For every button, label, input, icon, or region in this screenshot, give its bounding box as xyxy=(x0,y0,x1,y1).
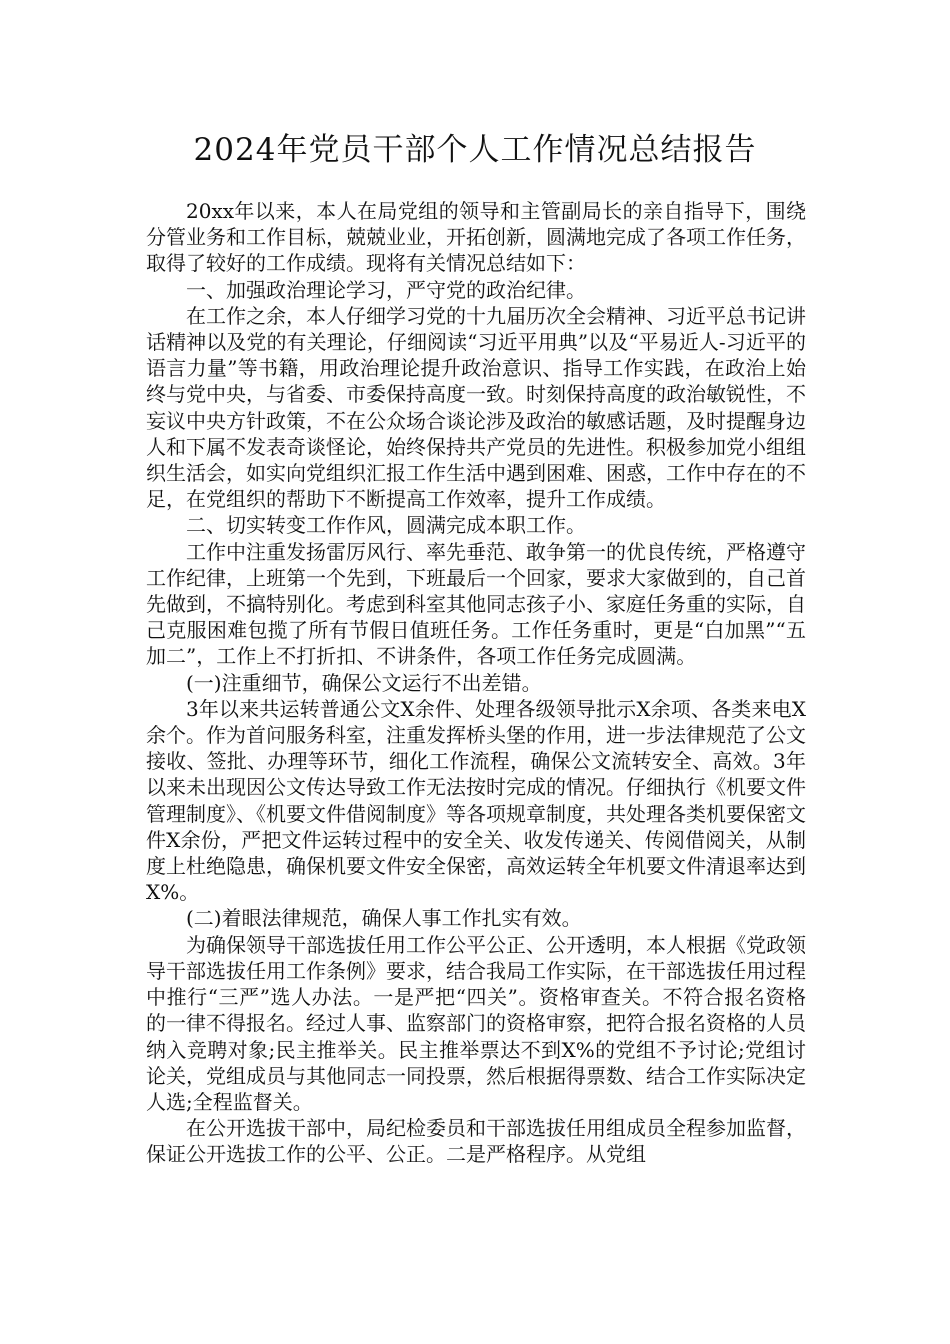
paragraph-documents: 3年以来共运转普通公文X余件、处理各级领导批示X余项、各类来电X余个。作为首问服务科室，注重发挥桥头堡的作用，进一步法律规范了公文接收、签批、办理等环节，细化工作流程，确保公文流转安全、高效。3年以来未出现因公文传达导致工作无法按时完成的情况。仔细执行《机要文件管理制度》、《机要文件借阅制度》等各项规章制度，共处理各类机要保密文件X余份，严把文件运转过程中的安全关、收发传递关、传阅借阅关，从制度上杜绝隐患，确保机要文件安全保密，高效运转全年机要文件清退率达到X%。 xyxy=(146,696,806,905)
paragraph-intro: 20xx年以来，本人在局党组的领导和主管副局长的亲自指导下，围绕分管业务和工作目标，兢兢业业，开拓创新，圆满地完成了各项工作任务，取得了较好的工作成绩。现将有关情况总结如下： xyxy=(146,199,806,276)
document-title: 2024年党员干部个人工作情况总结报告 xyxy=(193,132,757,168)
document-body xyxy=(146,198,806,1168)
paragraph-political-study: 在工作之余，本人仔细学习党的十九届历次全会精神、习近平总书记讲话精神以及党的有关理论，仔细阅读“习近平用典”以及“平易近人-习近平的语言力量”等书籍，用政治理论提升政治意识、指导工作实践，在政治上始终与党中央，与省委、市委保持高度一致。时刻保持高度的政治敏锐性，不妄议中央方针政策，不在公众场合谈论涉及政治的敏感话题，及时提醒身边人和下属不发表奇谈怪论，始终保持共产党员的先进性。积极参加党小组组织生活会，如实向党组织汇报工作生活中遇到困难、困惑，工作中存在的不足，在党组织的帮助下不断提高工作效率，提升工作成绩。 xyxy=(146,303,806,512)
subsection-heading-2: (二)着眼法律规范，确保人事工作扎实有效。 xyxy=(186,906,582,931)
paragraph-personnel: 为确保领导干部选拔任用工作公平公正、公开透明，本人根据《党政领导干部选拔任用工作条例》要求，结合我局工作实际，在干部选拔任用过程中推行“三严”选人办法。一是严把“四关”。资格审查关。不符合报名资格的一律不得报名。经过人事、监察部门的资格审察，把符合报名资格的人员纳入竞聘对象;民主推举关。民主推举票达不到X%的党组不予讨论;党组讨论关，党组成员与其他同志一同投票，然后根据得票数、结合工作实际决定人选;全程监督关。 xyxy=(146,932,806,1114)
paragraph-selection: 在公开选拔干部中，局纪检委员和干部选拔任用组成员全程参加监督，保证公开选拔工作的公平、公正。二是严格程序。从党组 xyxy=(146,1116,806,1167)
section-heading-1: 一、加强政治理论学习，严守党的政治纪律。 xyxy=(186,277,586,302)
paragraph-work-style: 工作中注重发扬雷厉风行、率先垂范、敢争第一的优良传统，严格遵守工作纪律，上班第一个先到，下班最后一个回家，要求大家做到的，自己首先做到，不搞特别化。考虑到科室其他同志孩子小、家庭任务重的实际，自己克服困难包揽了所有节假日值班任务。工作任务重时，更是“白加黑”“五加二”，工作上不打折扣、不讲条件，各项工作任务完成圆满。 xyxy=(146,539,806,669)
section-heading-2: 二、切实转变工作作风，圆满完成本职工作。 xyxy=(186,513,586,538)
subsection-heading-1: (一)注重细节，确保公文运行不出差错。 xyxy=(186,670,542,695)
